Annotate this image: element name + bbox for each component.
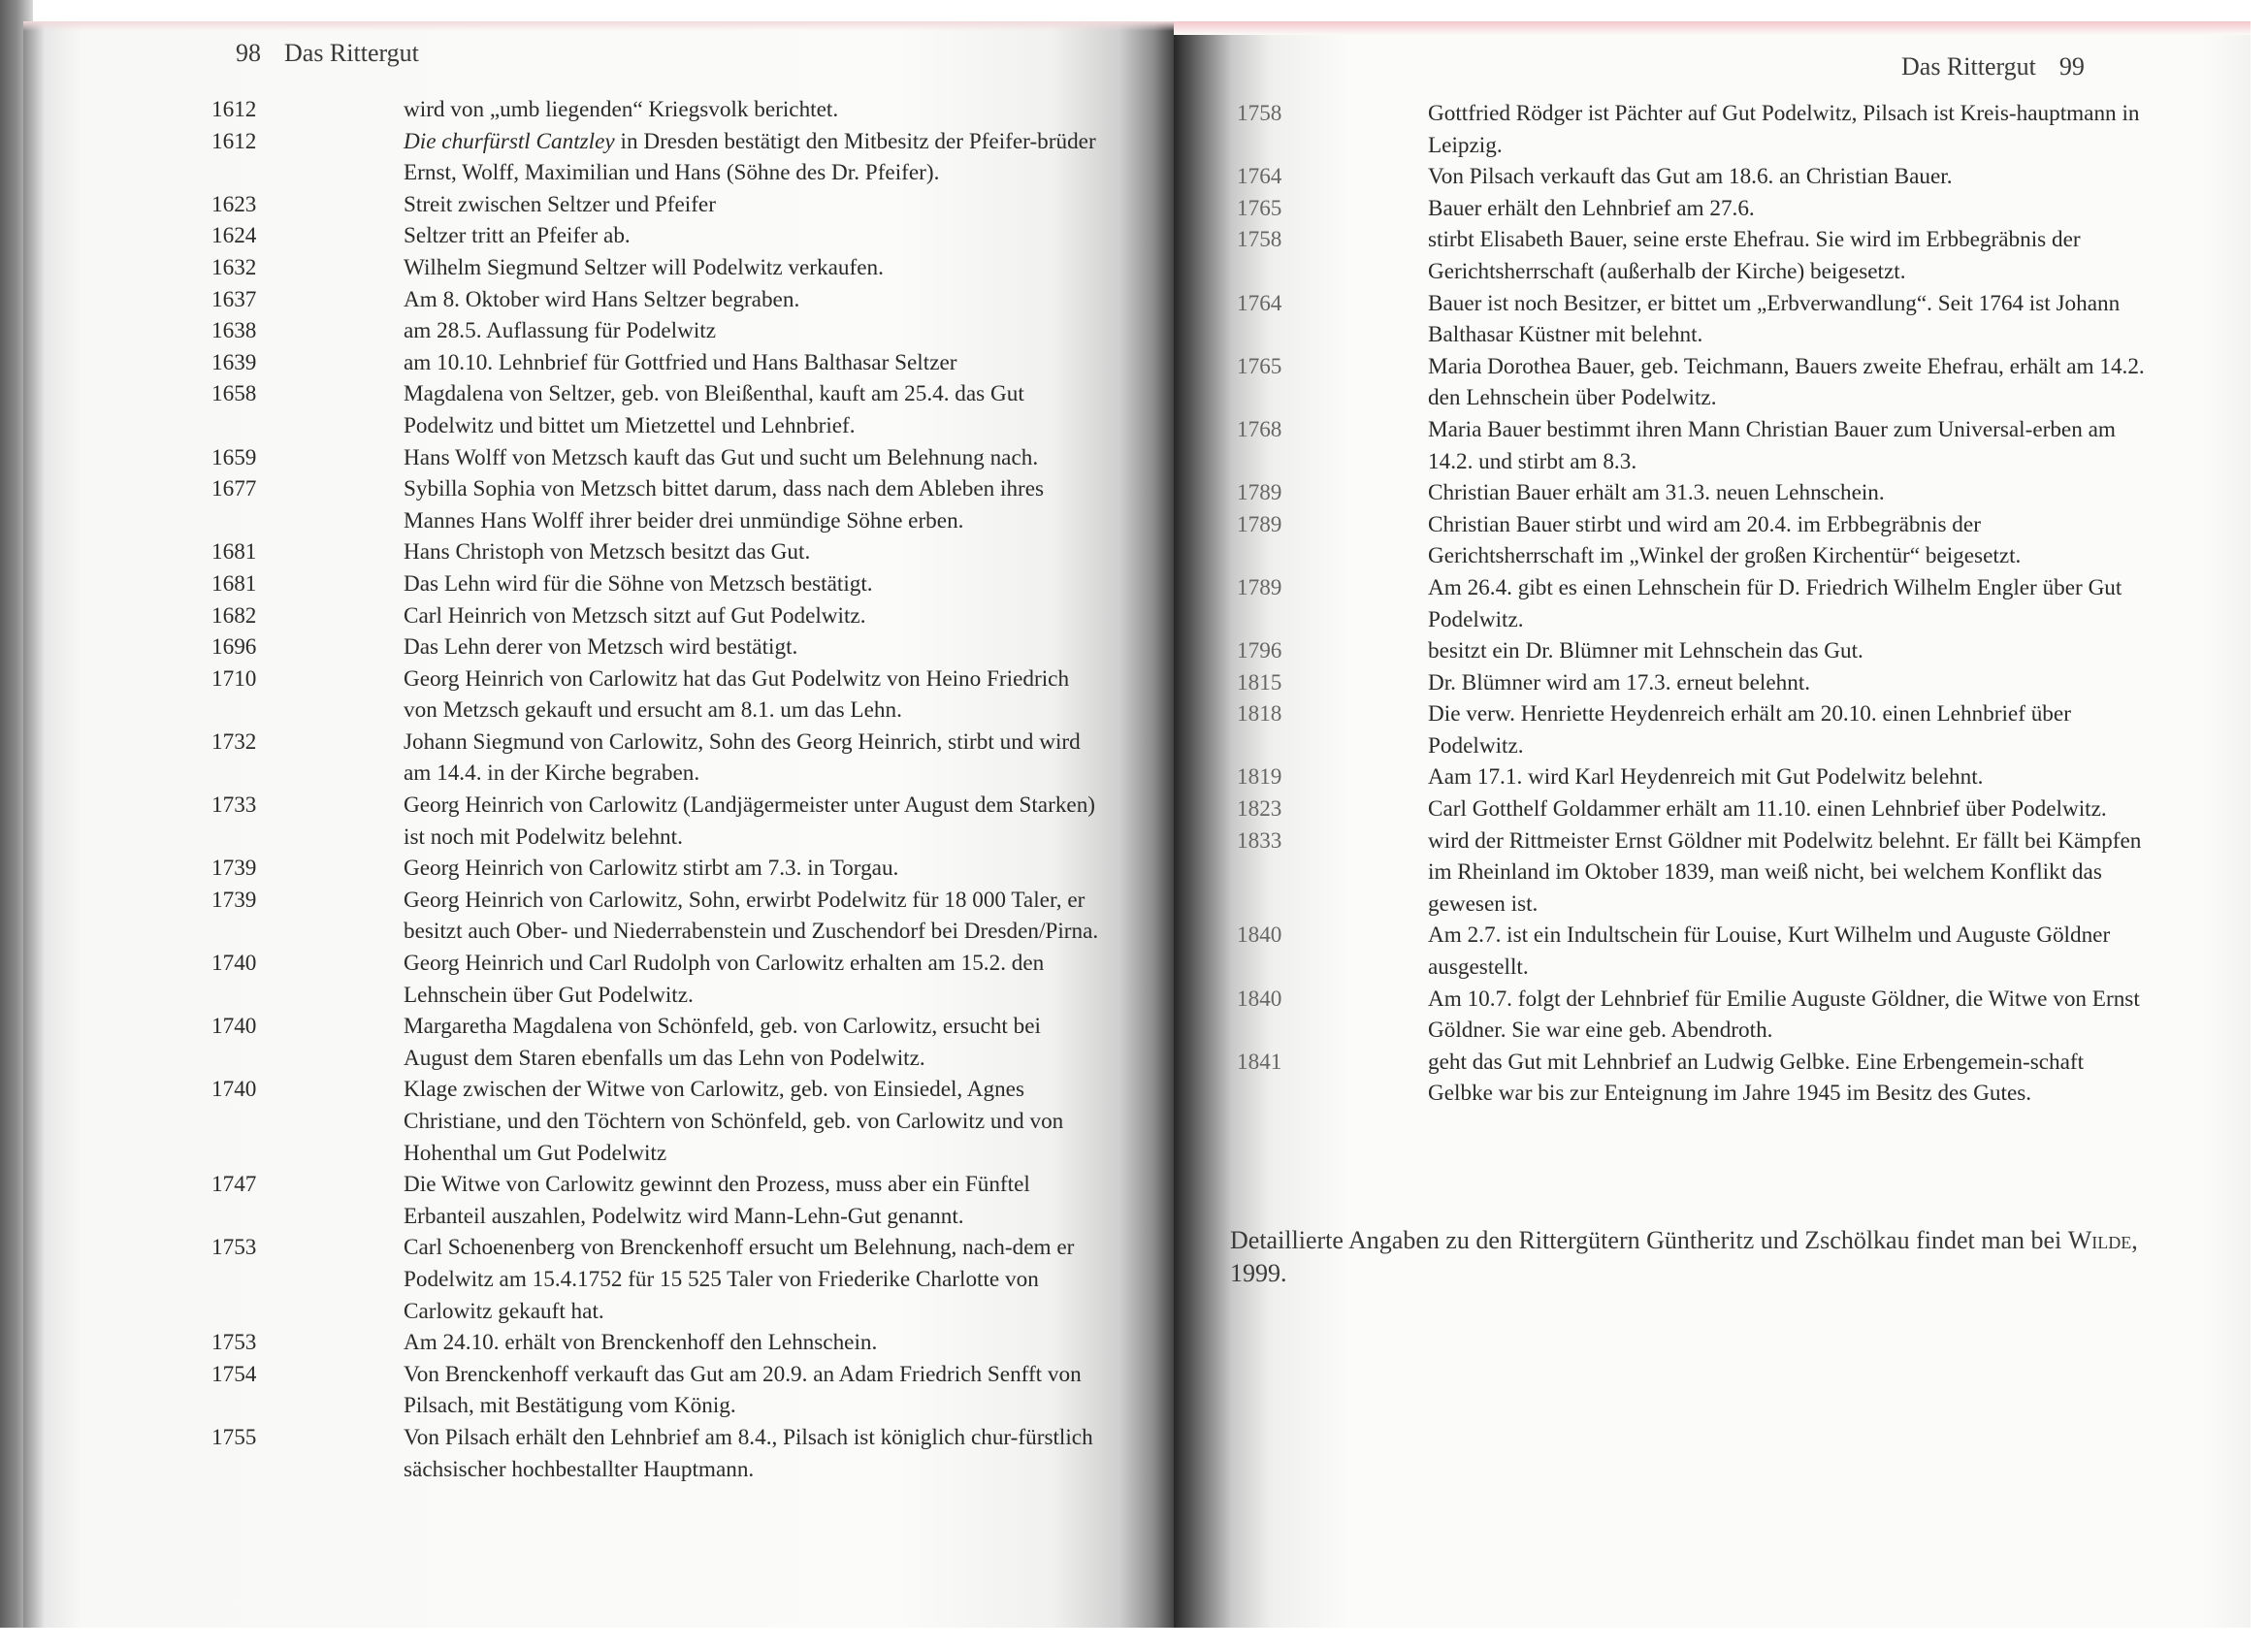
chronology-entry — [211, 663, 1104, 727]
entry-year: 1638 — [211, 318, 257, 344]
chronology-entry — [211, 442, 1104, 474]
chronology-entry — [211, 948, 1104, 1011]
entry-year: 1764 — [1237, 290, 1282, 316]
chronology-entry — [211, 790, 1104, 853]
entry-text: wird von „umb liegenden“ Kriegsvolk berichtet. — [404, 97, 839, 122]
entry-text: besitzt ein Dr. Blümner mit Lehnschein das Gut. — [1428, 638, 1863, 664]
footnote-year: , 1999. — [1230, 1226, 2138, 1287]
entry-text: Georg Heinrich von Carlowitz, Sohn, erwirbt Podelwitz für 18 000 Taler, er besitzt auch Ober- und Niederrabenstein und Zuschendorf bei Dresden/Pirna. — [404, 887, 1099, 945]
entry-text: Christian Bauer stirbt und wird am 20.4. im Erbbegräbnis der Gerichtsherrschaft im „Winkel der großen Kirchentür“ beigesetzt. — [1428, 511, 2022, 569]
chronology-entry — [1237, 288, 2149, 351]
entry-text: Bauer erhält den Lehnbrief am 27.6. — [1428, 195, 1755, 221]
entry-year: 1740 — [211, 951, 257, 977]
chronology-entry — [211, 220, 1104, 252]
footnote — [1230, 1224, 2142, 1290]
entry-year: 1789 — [1237, 480, 1282, 506]
chronology-entry — [1237, 793, 2149, 825]
entry-text: Von Brenckenhoff verkauft das Gut am 20.9. an Adam Friedrich Senfft von Pilsach, mit Bestätigung vom König. — [404, 1361, 1082, 1419]
entry-text: Christian Bauer erhält am 31.3. neuen Lehnschein. — [1428, 480, 1885, 506]
entry-year: 1623 — [211, 191, 257, 217]
chronology-entry — [211, 600, 1104, 632]
entry-text: Aam 17.1. wird Karl Heydenreich mit Gut Podelwitz belehnt. — [1428, 764, 1984, 791]
chronology-entry — [211, 1074, 1104, 1169]
entry-year: 1739 — [211, 887, 257, 913]
left-running-head — [236, 39, 419, 68]
entry-year: 1758 — [1237, 101, 1282, 126]
entry-year: 1677 — [211, 476, 257, 502]
entry-year: 1682 — [211, 602, 257, 629]
chronology-entry — [211, 378, 1104, 441]
entry-year: 1659 — [211, 444, 257, 470]
chronology-entry — [211, 727, 1104, 790]
right-chronology-list — [1237, 98, 2149, 1110]
entry-text: Klage zwischen der Witwe von Carlowitz, geb. von Einsiedel, Agnes Christiane, und den Töchtern von Schönfeld, geb. von Carlowitz und von Hohenthal um Gut Podelwitz — [404, 1077, 1064, 1166]
entry-text: Carl Heinrich von Metzsch sitzt auf Gut Podelwitz. — [404, 602, 866, 629]
right-running-head — [1901, 52, 2085, 81]
entry-year: 1840 — [1237, 986, 1282, 1012]
entry-year: 1747 — [211, 1172, 257, 1198]
entry-year: 1768 — [1237, 416, 1282, 442]
entry-text: Die Witwe von Carlowitz gewinnt den Prozess, muss aber ein Fünftel Erbanteil auszahlen, Podelwitz wird Mann-Lehn-Gut genannt. — [404, 1172, 1030, 1229]
entry-year: 1758 — [1237, 227, 1282, 253]
chronology-entry — [211, 473, 1104, 536]
chronology-entry — [1237, 477, 2149, 509]
chronology-entry — [1237, 193, 2149, 225]
entry-year: 1815 — [1237, 669, 1282, 695]
entry-text: Hans Wolff von Metzsch kauft das Gut und sucht um Belehnung nach. — [404, 444, 1039, 470]
entry-text: Das Lehn derer von Metzsch wird bestätigt. — [404, 634, 798, 661]
chronology-entry — [1237, 761, 2149, 793]
chronology-entry — [211, 568, 1104, 600]
entry-text: Seltzer tritt an Pfeifer ab. — [404, 223, 631, 249]
entry-year: 1753 — [211, 1235, 257, 1261]
chronology-entry — [211, 315, 1104, 347]
entry-text: wird der Rittmeister Ernst Göldner mit Podelwitz belehnt. Er fällt bei Kämpfen im Rheinland im Oktober 1839, man weiß nicht, bei welchem Konflikt das gewesen ist. — [1428, 827, 2142, 917]
left-running-title: Das Rittergut — [284, 39, 419, 67]
chronology-entry — [1237, 825, 2149, 921]
entry-text: Am 26.4. gibt es einen Lehnschein für D. Friedrich Wilhelm Engler über Gut Podelwitz. — [1428, 574, 2122, 632]
right-running-title: Das Rittergut — [1901, 52, 2036, 81]
left-chronology-list — [211, 94, 1104, 1485]
chronology-entry — [1237, 414, 2149, 477]
chronology-entry — [211, 252, 1104, 284]
chronology-entry — [211, 631, 1104, 663]
chronology-entry — [211, 284, 1104, 316]
entry-year: 1823 — [1237, 796, 1282, 823]
chronology-entry — [1237, 161, 2149, 193]
entry-year: 1764 — [1237, 164, 1282, 190]
entry-text: geht das Gut mit Lehnbrief an Ludwig Gelbke. Eine Erbengemein-schaft Gelbke war bis zur Enteignung im Jahre 1945 im Besitz des Gutes. — [1428, 1049, 2085, 1107]
left-page-number: 98 — [236, 39, 261, 67]
entry-year: 1841 — [1237, 1049, 1282, 1075]
entry-year: 1637 — [211, 286, 257, 312]
entry-text: Margaretha Magdalena von Schönfeld, geb. von Carlowitz, ersucht bei August dem Staren ebenfalls um das Lehn von Podelwitz. — [404, 1014, 1041, 1071]
chronology-entry — [211, 536, 1104, 568]
chronology-entry — [1237, 1047, 2149, 1110]
entry-text: stirbt Elisabeth Bauer, seine erste Ehefrau. Sie wird im Erbbegräbnis der Gerichtsherrschaft (außerhalb der Kirche) beigesetzt. — [1428, 227, 2081, 284]
entry-text: Die verw. Henriette Heydenreich erhält am 20.10. einen Lehnbrief über Podelwitz. — [1428, 701, 2071, 759]
entry-text: Streit zwischen Seltzer und Pfeifer — [404, 191, 716, 217]
entry-year: 1739 — [211, 856, 257, 882]
chronology-entry — [1237, 635, 2149, 667]
chronology-entry — [211, 94, 1104, 126]
chronology-entry — [1237, 224, 2149, 287]
entry-text: Von Pilsach erhält den Lehnbrief am 8.4., Pilsach ist königlich chur-fürstlich sächsischer hochbestallter Hauptmann. — [404, 1424, 1093, 1482]
entry-year: 1740 — [211, 1077, 257, 1103]
entry-year: 1681 — [211, 539, 257, 566]
entry-text: Am 2.7. ist ein Indultschein für Louise, Kurt Wilhelm und Auguste Göldner ausgestellt. — [1428, 922, 2111, 981]
entry-text: Georg Heinrich und Carl Rudolph von Carlowitz erhalten am 15.2. den Lehnschein über Gut Podelwitz. — [404, 951, 1045, 1008]
chronology-entry — [1237, 920, 2149, 983]
entry-text: Carl Gotthelf Goldammer erhält am 11.10. einen Lehnbrief über Podelwitz. — [1428, 796, 2107, 823]
right-page-number: 99 — [2058, 52, 2085, 81]
chronology-entry — [211, 1169, 1104, 1232]
entry-text: Georg Heinrich von Carlowitz stirbt am 7.3. in Torgau. — [404, 856, 899, 882]
entry-text: Hans Christoph von Metzsch besitzt das Gut. — [404, 539, 811, 566]
chronology-entry — [211, 126, 1104, 189]
chronology-entry — [1237, 351, 2149, 414]
entry-text: am 28.5. Auflassung für Podelwitz — [404, 318, 717, 344]
footnote-author: Wilde — [2067, 1226, 2132, 1254]
chronology-entry — [1237, 698, 2149, 761]
entry-year: 1612 — [211, 128, 257, 154]
entry-year: 1632 — [211, 254, 257, 280]
entry-text: Bauer ist noch Besitzer, er bittet um „Erbverwandlung“. Seit 1764 ist Johann Balthasar Küstner mit belehnt. — [1428, 290, 2121, 348]
entry-text-rest: in Dresden bestätigt den Mitbesitz der Pfeifer-brüder Ernst, Wolff, Maximilian und Hans (Söhne des Dr. Pfeifer). — [404, 128, 1096, 186]
entry-text: Carl Schoenenberg von Brenckenhoff ersucht um Belehnung, nach-dem er Podelwitz am 15.4.1752 für 15 525 Taler von Friederike Charlotte von Carlowitz gekauft hat. — [404, 1235, 1075, 1324]
chronology-entry — [1237, 984, 2149, 1047]
entry-text-italic: Die churfürstl Cantzley — [404, 128, 615, 154]
entry-year: 1765 — [1237, 195, 1282, 221]
chronology-entry — [1237, 572, 2149, 635]
entry-year: 1754 — [211, 1361, 257, 1387]
chronology-entry — [211, 1232, 1104, 1327]
entry-text: Maria Bauer bestimmt ihren Mann Christian Bauer zum Universal-erben am 14.2. und stirbt am 8.3. — [1428, 416, 2116, 474]
chronology-entry — [1237, 98, 2149, 161]
entry-year: 1840 — [1237, 922, 1282, 949]
entry-year: 1819 — [1237, 764, 1282, 791]
entry-text: Gottfried Rödger ist Pächter auf Gut Podelwitz, Pilsach ist Kreis-hauptmann in Leipzig. — [1428, 101, 2140, 158]
entry-year: 1696 — [211, 634, 257, 661]
entry-year: 1658 — [211, 381, 257, 407]
entry-year: 1789 — [1237, 511, 1282, 537]
entry-text: Georg Heinrich von Carlowitz hat das Gut Podelwitz von Heino Friedrich von Metzsch gekauft und ersucht am 8.1. um das Lehn. — [404, 665, 1070, 724]
entry-year: 1796 — [1237, 638, 1282, 664]
entry-text: Von Pilsach verkauft das Gut am 18.6. an Christian Bauer. — [1428, 164, 1953, 190]
chronology-entry — [211, 885, 1104, 948]
entry-text: Wilhelm Siegmund Seltzer will Podelwitz verkaufen. — [404, 254, 884, 280]
chronology-entry — [1237, 667, 2149, 699]
entry-text: Dr. Blümner wird am 17.3. erneut belehnt. — [1428, 669, 1811, 695]
entry-text: Johann Siegmund von Carlowitz, Sohn des Georg Heinrich, stirbt und wird am 14.4. in der Kirche begraben. — [404, 728, 1081, 787]
entry-year: 1753 — [211, 1330, 257, 1356]
entry-year: 1818 — [1237, 701, 1282, 728]
entry-year: 1733 — [211, 792, 257, 819]
entry-text: Am 8. Oktober wird Hans Seltzer begraben. — [404, 286, 800, 312]
entry-year: 1765 — [1237, 353, 1282, 379]
entry-year: 1612 — [211, 97, 257, 122]
chronology-entry — [211, 347, 1104, 379]
entry-text: Am 10.7. folgt der Lehnbrief für Emilie Auguste Göldner, die Witwe von Ernst Göldner. Sie war eine geb. Abendroth. — [1428, 986, 2140, 1044]
chronology-entry — [211, 1327, 1104, 1359]
scan-bottom-margin — [0, 1628, 2268, 1649]
entry-year: 1755 — [211, 1424, 257, 1450]
entry-year: 1681 — [211, 570, 257, 597]
entry-text — [404, 126, 1104, 189]
footnote-text: Detaillierte Angaben zu den Rittergütern Güntheritz und Zschölkau findet man bei — [1230, 1226, 2068, 1254]
entry-text: am 10.10. Lehnbrief für Gottfried und Hans Balthasar Seltzer — [404, 349, 957, 375]
chronology-entry — [211, 1011, 1104, 1074]
entry-year: 1789 — [1237, 574, 1282, 600]
entry-text: Sybilla Sophia von Metzsch bittet darum, dass nach dem Ableben ihres Mannes Hans Wolff ihrer beider drei unmündige Söhne erben. — [404, 476, 1045, 534]
chronology-entry — [211, 1422, 1104, 1485]
chronology-entry — [211, 189, 1104, 221]
chronology-entry — [1237, 509, 2149, 572]
entry-text: Das Lehn wird für die Söhne von Metzsch bestätigt. — [404, 570, 873, 597]
entry-text: Georg Heinrich von Carlowitz (Landjägermeister unter August dem Starken) ist noch mit Podelwitz belehnt. — [404, 792, 1096, 850]
entry-text: Maria Dorothea Bauer, geb. Teichmann, Bauers zweite Ehefrau, erhält am 14.2. den Lehnschein über Podelwitz. — [1428, 353, 2145, 411]
entry-year: 1639 — [211, 349, 257, 375]
entry-text: Magdalena von Seltzer, geb. von Bleißenthal, kauft am 25.4. das Gut Podelwitz und bittet um Mietzettel und Lehnbrief. — [404, 381, 1024, 438]
entry-year: 1624 — [211, 223, 257, 249]
entry-year: 1710 — [211, 665, 257, 692]
entry-year: 1740 — [211, 1014, 257, 1040]
entry-year: 1732 — [211, 728, 257, 755]
entry-text: Am 24.10. erhält von Brenckenhoff den Lehnschein. — [404, 1330, 878, 1356]
entry-year: 1833 — [1237, 827, 1282, 854]
chronology-entry — [211, 1359, 1104, 1422]
chronology-entry — [211, 853, 1104, 885]
